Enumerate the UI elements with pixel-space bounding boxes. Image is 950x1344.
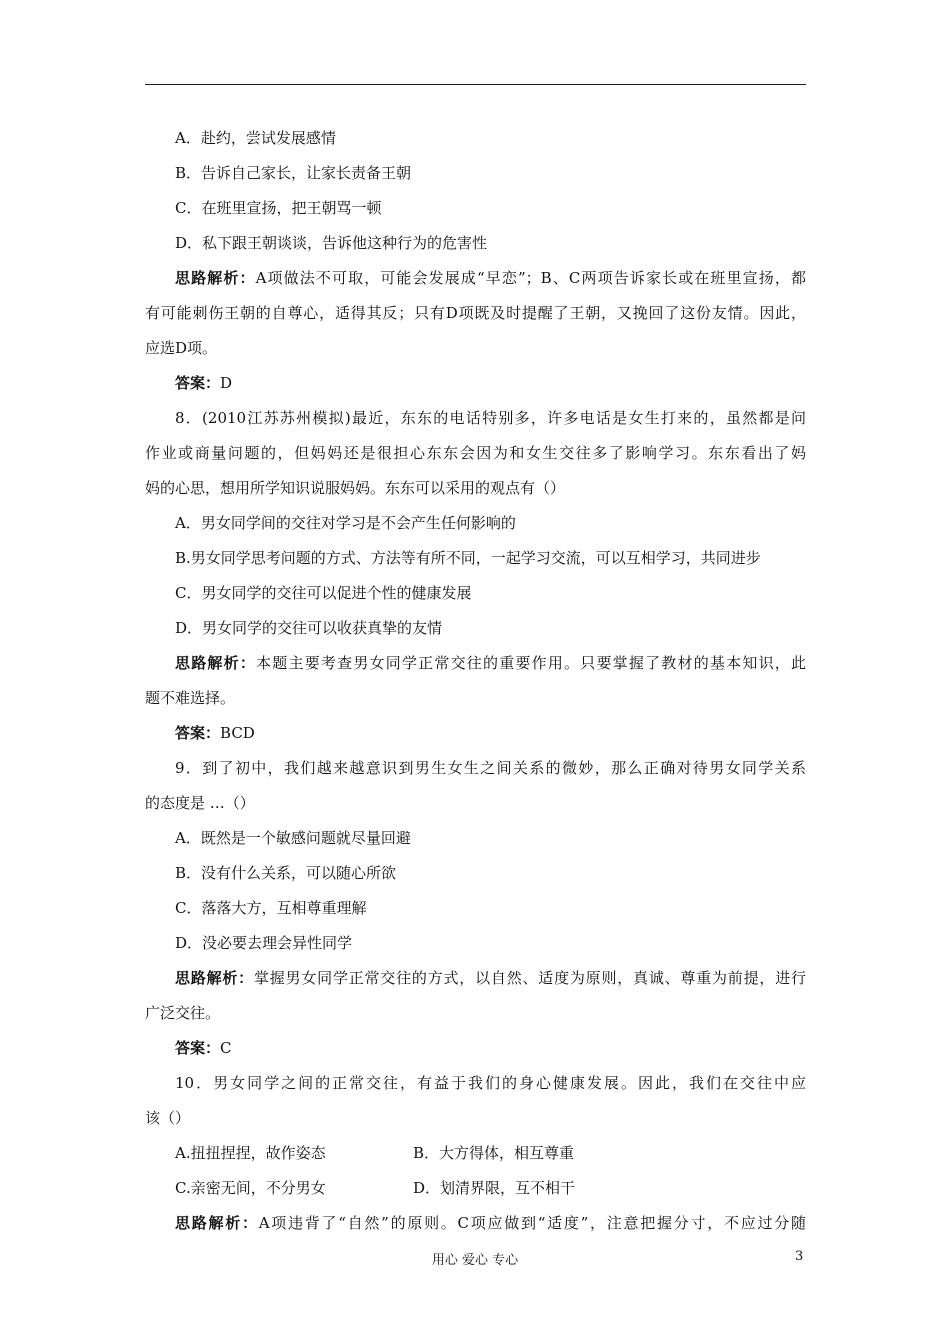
document-body [145,121,806,1241]
q9-analysis-line-1 [145,961,806,996]
q9-option-c: C．落落大方，互相尊重理解 [175,899,367,917]
q8-option-c: C．男女同学的交往可以促进个性的健康发展 [175,584,472,602]
q7-analysis-line-2: 有可能刺伤王朝的自尊心，适得其反；只有D项既及时提醒了王朝，又挽回了这份友情。因此， [145,304,806,322]
q10-analysis-label: 思路解析： [175,1214,259,1232]
q9-answer [145,1031,806,1066]
q7-option-b: B．告诉自己家长，让家长责备王朝 [175,164,412,182]
q10-option-b: B．大方得体，相互尊重 [413,1144,575,1162]
q7-analysis-line-3: 应选D项。 [145,339,218,357]
q9-option-b: B．没有什么关系，可以随心所欲 [175,864,397,882]
q9-stem-line-2: 的态度是 …（） [145,794,255,812]
q9-answer-label: 答案： [175,1039,221,1057]
q9-option-d: D．没必要去理会异性同学 [175,934,353,952]
q8-option-d: D．男女同学的交往可以收获真挚的友情 [175,619,443,637]
q9-answer-value: C [220,1039,232,1057]
q7-analysis-line-1 [145,261,806,296]
q9-option-a: A．既然是一个敏感问题就尽量回避 [175,829,411,847]
q8-analysis-line-2: 题不难选择。 [145,689,236,707]
q7-option-a: A．赴约，尝试发展感情 [175,129,336,147]
q8-answer-value: BCD [220,724,255,742]
q7-answer-label: 答案： [175,374,221,392]
q10-stem-line-1: 10．男女同学之间的正常交往，有益于我们的身心健康发展。因此，我们在交往中应 [175,1074,806,1092]
q8-option-b: B.男女同学思考问题的方式、方法等有所不同，一起学习交流，可以互相学习，共同进步 [175,549,761,567]
q9-stem-line-1: 9．到了初中，我们越来越意识到男生女生之间关系的微妙，那么正确对待男女同学关系 [175,759,806,777]
q10-option-c: C.亲密无间，不分男女 [175,1179,326,1197]
q7-answer [145,366,806,401]
q8-analysis-line-1 [145,646,806,681]
q8-answer-label: 答案： [175,724,221,742]
q10-analysis-text-1: A项违背了“自然”的原则。C项应做到“适度”，注意把握分寸，不应过分随 [258,1214,806,1232]
q8-stem-line-2: 作业或商量问题的，但妈妈还是很担心东东会因为和女生交往多了影响学习。东东看出了妈 [145,444,806,462]
q7-analysis-text-1: A项做法不可取，可能会发展成“早恋”；B、C两项告诉家长或在班里宣扬，都 [255,269,806,287]
q8-stem-line-1: 8．(2010江苏苏州模拟)最近，东东的电话特别多，许多电话是女生打来的，虽然都是问 [175,409,806,427]
q7-analysis-label: 思路解析： [175,269,256,287]
q10-options-row-1 [145,1136,806,1171]
q9-analysis-line-2: 广泛交往。 [145,1004,221,1022]
q8-answer [145,716,806,751]
q9-analysis-text-1: 掌握男女同学正常交往的方式，以自然、适度为原则，真诚、尊重为前提，进行 [253,969,806,987]
page-number: 3 [795,1249,804,1264]
q10-option-d: D．划清界限，互不相干 [413,1179,576,1197]
q10-analysis-line-1 [145,1206,806,1241]
q8-analysis-text-1: 本题主要考查男女同学正常交往的重要作用。只要掌握了教材的基本知识，此 [256,654,806,672]
header-rule [145,84,806,85]
q10-options-row-2 [145,1171,806,1206]
q7-option-d: D．私下跟王朝谈谈，告诉他这种行为的危害性 [175,234,488,252]
q8-analysis-label: 思路解析： [175,654,257,672]
q7-answer-value: D [220,374,233,392]
q10-option-a: A.扭扭捏捏，故作姿态 [175,1144,326,1162]
q10-stem-line-2: 该（） [145,1109,191,1127]
q9-analysis-label: 思路解析： [175,969,254,987]
q7-option-c: C．在班里宣扬，把王朝骂一顿 [175,199,382,217]
q8-stem-line-3: 妈的心思，想用所学知识说服妈妈。东东可以采用的观点有（） [145,479,566,497]
q8-option-a: A．男女同学间的交往对学习是不会产生任何影响的 [175,514,516,532]
footer-slogan: 用心 爱心 专心 [431,1253,519,1268]
